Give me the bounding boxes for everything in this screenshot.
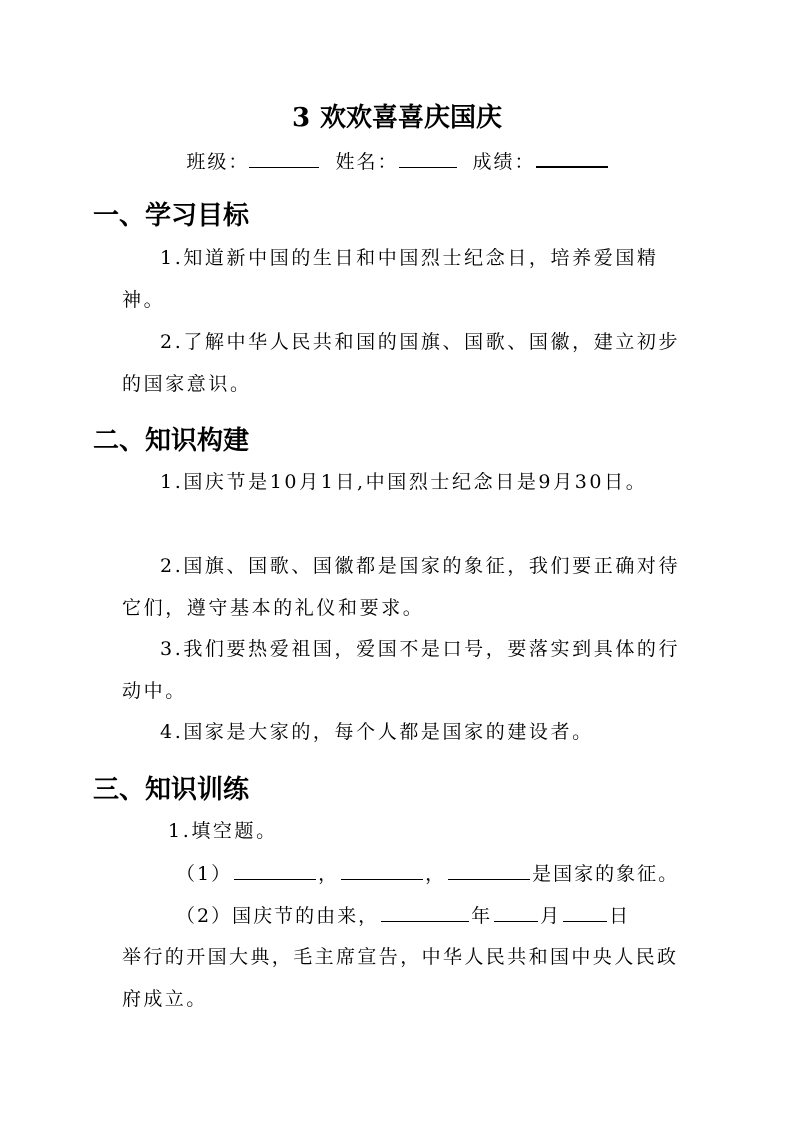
question-1 (122, 852, 692, 896)
section-heading-knowledge: 二、知识构建 (93, 426, 250, 456)
question-2 (122, 894, 692, 938)
knowledge-paragraph-4: 4.国家是大家的，每个人都是国家的建设者。 (160, 721, 594, 743)
q1-blank-1[interactable] (234, 857, 316, 880)
q1-blank-2[interactable] (341, 857, 423, 880)
q2-day-blank[interactable] (563, 899, 607, 922)
q1-sep-2: ， (425, 863, 447, 885)
name-blank[interactable] (399, 147, 457, 168)
q2-lead: 国庆节的由来， (232, 905, 380, 927)
class-blank[interactable] (249, 147, 319, 168)
score-label: 成绩： (472, 151, 536, 173)
q2-year-label: 年 (471, 905, 493, 927)
class-label: 班级： (186, 151, 250, 173)
q1-sep-1: ， (318, 863, 340, 885)
q2-continuation: 举行的开国大典，毛主席宣告，中华人民共和国中央人民政府成立。 (122, 946, 679, 1010)
goal-paragraph-2: 2.了解中华人民共和国的国旗、国歌、国徽，建立初步的国家意识。 (122, 331, 681, 395)
knowledge-paragraph-1: 1.国庆节是10月1日,中国烈士纪念日是9月30日。 (160, 471, 648, 493)
goal-paragraph-1: 1.知道新中国的生日和中国烈士纪念日，培养爱国精神。 (122, 247, 659, 311)
knowledge-paragraph-2: 2.国旗、国歌、国徽都是国家的象征，我们要正确对待它们，遵守基本的礼仪和要求。 (122, 555, 681, 619)
q1-blank-3[interactable] (448, 857, 530, 880)
q2-month-blank[interactable] (494, 899, 538, 922)
section-heading-goals: 一、学习目标 (93, 201, 250, 231)
q2-year-blank[interactable] (381, 899, 469, 922)
student-info-line (0, 146, 794, 177)
q1-tail: 是国家的象征。 (532, 863, 680, 885)
q2-month-label: 月 (540, 905, 562, 927)
lesson-title: 欢欢喜喜庆国庆 (320, 103, 503, 133)
lesson-number: 3 (291, 103, 311, 133)
name-label: 姓名： (335, 151, 399, 173)
question-title: 1.填空题。 (168, 820, 278, 842)
q1-label: （1） (176, 863, 233, 885)
q2-day-label: 日 (609, 905, 631, 927)
page-title (0, 98, 794, 138)
score-blank[interactable] (536, 146, 608, 168)
section-heading-practice: 三、知识训练 (93, 775, 250, 805)
knowledge-paragraph-3: 3.我们要热爱祖国，爱国不是口号，要落实到具体的行动中。 (122, 638, 681, 702)
q2-label: （2） (176, 905, 233, 927)
